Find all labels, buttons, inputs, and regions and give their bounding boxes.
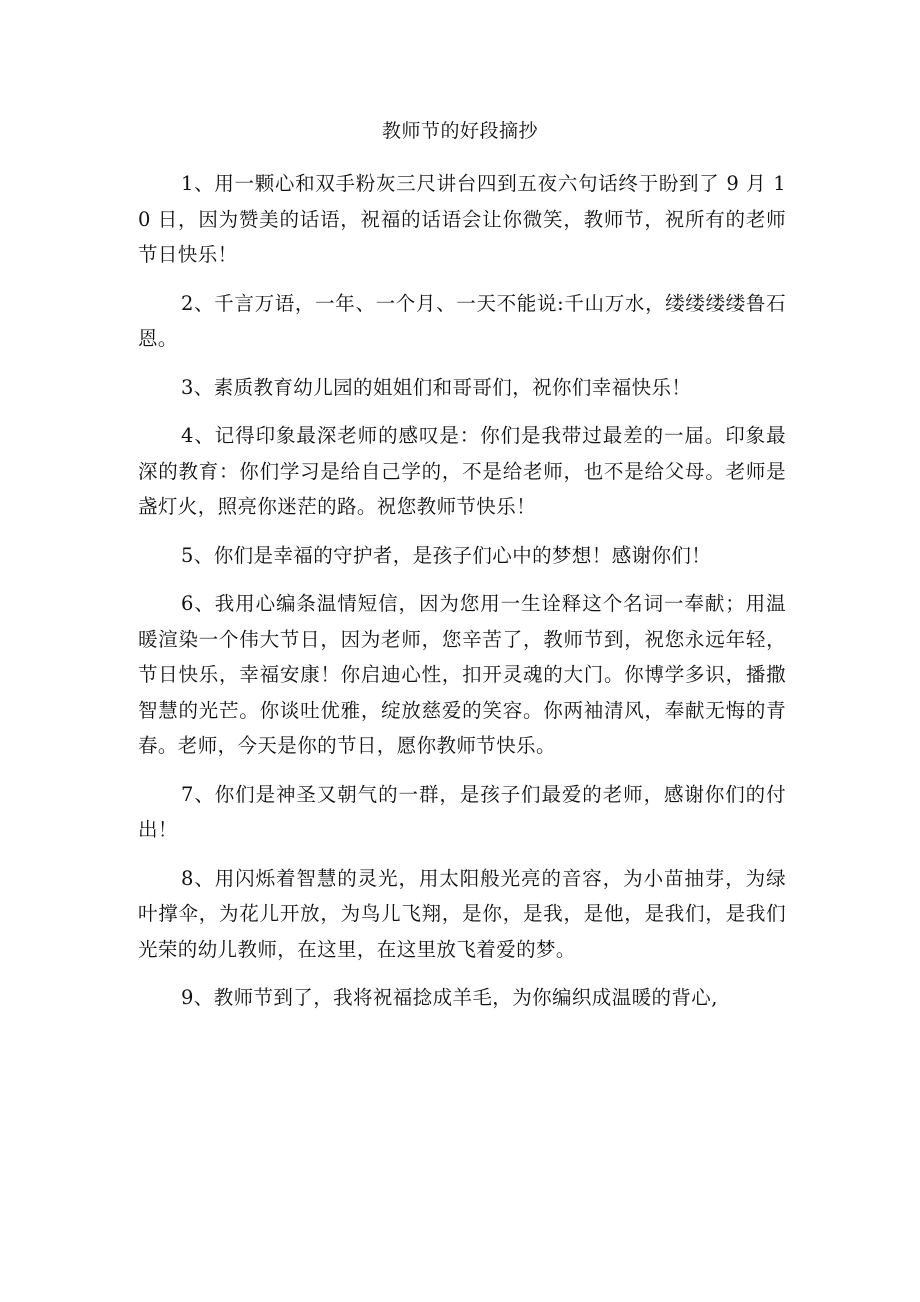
paragraph-1: 1、用一颗心和双手粉灰三尺讲台四到五夜六句话终于盼到了 9 月 10 日，因为赞美的话语，祝福的话语会让你微笑，教师节，祝所有的老师节日快乐！ (138, 172, 786, 266)
paragraph-2: 2、千言万语，一年、一个月、一天不能说:千山万水，缕缕缕缕鲁石恩。 (138, 291, 786, 350)
paragraph-6: 6、我用心编条温情短信，因为您用一生诠释这个名词一奉献；用温暖渲染一个伟大节日，因为老师，您辛苦了，教师节到，祝您永远年轻，节日快乐，幸福安康！你启迪心性，扣开灵魂的大门。你博学多识，播撒智慧的光芒。你谈吐优雅，绽放慈爱的笑容。你两袖清风，奉献无悔的青春。老师，今天是你的节日，愿你教师节快乐。 (138, 592, 786, 757)
paragraph-5: 5、你们是幸福的守护者，是孩子们心中的梦想！感谢你们！ (181, 543, 712, 567)
paragraph-4: 4、记得印象最深老师的感叹是：你们是我带过最差的一届。印象最深的教育：你们学习是给自己学的，不是给老师，也不是给父母。老师是盏灯火，照亮你迷茫的路。祝您教师节快乐！ (138, 424, 786, 518)
document-title: 教师节的好段摘抄 (381, 120, 538, 142)
paragraph-8: 8、用闪烁着智慧的灵光，用太阳般光亮的音容，为小苗抽芽，为绿叶撑伞，为花儿开放，为鸟儿飞翔，是你，是我，是他，是我们，是我们光荣的幼儿教师，在这里，在这里放飞着爱的梦。 (138, 866, 786, 961)
document-body (138, 166, 786, 1029)
paragraph-9: 9、教师节到了，我将祝福捻成羊毛，为你编织成温暖的背心, (181, 986, 718, 1009)
paragraph-3: 3、素质教育幼儿园的姐姐们和哥哥们，祝你们幸福快乐！ (181, 375, 692, 399)
paragraph-7: 7、你们是神圣又朝气的一群，是孩子们最爱的老师，感谢你们的付出！ (138, 782, 786, 841)
